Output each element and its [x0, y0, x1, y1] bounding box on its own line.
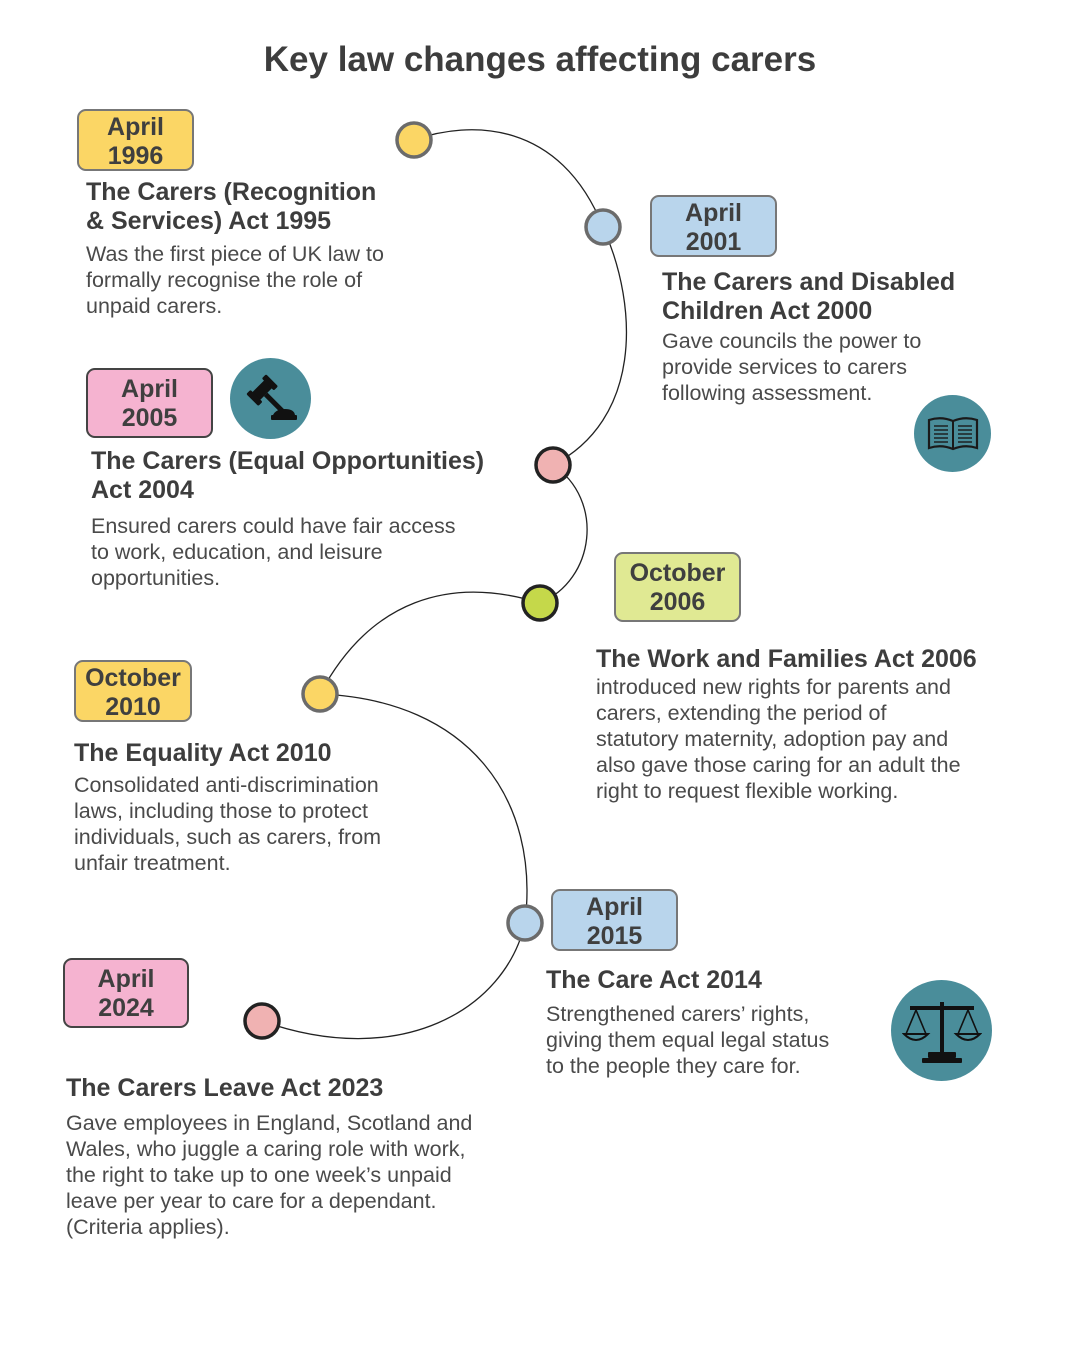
event-desc-2010 [74, 772, 381, 876]
badge-year: 2006 [649, 588, 706, 616]
desc-line: individuals, such as carers, from [74, 825, 382, 849]
heading-line: Act 2004 [91, 476, 194, 504]
desc-line: to work, education, and leisure [91, 540, 383, 564]
heading-line: & Services) Act 1995 [86, 207, 332, 235]
date-badge-2010 [74, 660, 192, 722]
timeline-dot-2005 [536, 448, 570, 482]
badge-year: 2015 [586, 922, 643, 950]
event-heading-2024 [66, 1074, 383, 1103]
event-desc-2015 [546, 1001, 829, 1079]
heading-line: The Care Act 2014 [546, 966, 762, 994]
desc-line: statutory maternity, adoption pay and [596, 727, 949, 751]
desc-line: giving them equal legal status [546, 1028, 830, 1052]
badge-month: April [107, 113, 164, 141]
badge-month: April [586, 893, 643, 921]
date-badge-2001 [650, 195, 777, 257]
event-heading-2005 [91, 447, 484, 505]
desc-line: right to request flexible working. [596, 779, 899, 803]
timeline-dot-2006 [523, 586, 557, 620]
gavel-icon [230, 358, 311, 439]
event-heading-2001 [662, 268, 955, 326]
desc-line: carers, extending the period of [596, 701, 887, 725]
badge-year: 2010 [105, 693, 161, 721]
desc-line: to the people they care for. [546, 1054, 801, 1078]
badge-month: April [97, 965, 155, 993]
desc-line: the right to take up to one week’s unpaid [66, 1163, 452, 1187]
badge-month: October [85, 664, 181, 692]
desc-line: leave per year to care for a dependant. [66, 1189, 437, 1213]
event-heading-2006 [596, 645, 977, 674]
date-badge-2005 [86, 368, 213, 438]
book-icon-graphic [926, 414, 980, 454]
desc-line: opportunities. [91, 566, 221, 590]
desc-line: unpaid carers. [86, 294, 223, 318]
heading-line: The Equality Act 2010 [74, 739, 332, 767]
heading-line: The Carers Leave Act 2023 [66, 1074, 384, 1102]
event-desc-2001 [662, 328, 921, 406]
timeline-dot-1996 [397, 123, 431, 157]
page-title: Key law changes affecting carers [263, 40, 817, 79]
desc-line: Gave councils the power to [662, 329, 922, 353]
scales-icon [891, 980, 992, 1081]
event-desc-1996 [86, 241, 384, 319]
date-badge-2015 [551, 889, 678, 951]
heading-line: The Carers (Recognition [86, 178, 377, 206]
timeline-dot-2010 [303, 677, 337, 711]
event-heading-2015 [546, 966, 762, 995]
heading-line: The Carers (Equal Opportunities) [91, 447, 485, 475]
desc-line: (Criteria applies). [66, 1215, 230, 1239]
date-badge-1996 [77, 109, 194, 171]
scales-icon-graphic [902, 996, 982, 1066]
badge-year: 2024 [98, 994, 154, 1022]
desc-line: Wales, who juggle a caring role with work, [66, 1137, 466, 1161]
desc-line: formally recognise the role of [86, 268, 363, 292]
desc-line: Consolidated anti-discrimination [74, 773, 379, 797]
heading-line: The Carers and Disabled [662, 268, 956, 296]
desc-line: introduced new rights for parents and [596, 675, 951, 699]
gavel-icon-graphic [243, 371, 299, 427]
event-desc-2006 [596, 674, 961, 804]
badge-month: October [629, 559, 726, 587]
event-heading-1996 [86, 178, 376, 236]
book-icon [914, 395, 991, 472]
heading-line: Children Act 2000 [662, 297, 873, 325]
badge-month: April [121, 375, 178, 403]
desc-line: laws, including those to protect [74, 799, 368, 823]
timeline-dot-2001 [586, 210, 620, 244]
desc-line: Gave employees in England, Scotland and [66, 1111, 473, 1135]
desc-line: Was the first piece of UK law to [86, 242, 384, 266]
desc-line: also gave those caring for an adult the [596, 753, 961, 777]
badge-year: 2001 [685, 228, 742, 256]
desc-line: provide services to carers [662, 355, 907, 379]
event-desc-2024 [66, 1110, 472, 1240]
timeline-dot-2015 [508, 906, 542, 940]
timeline-dot-2024 [245, 1004, 279, 1038]
date-badge-2006 [614, 552, 741, 622]
desc-line: unfair treatment. [74, 851, 231, 875]
event-heading-2010 [74, 739, 332, 768]
badge-month: April [685, 199, 742, 227]
desc-line: following assessment. [662, 381, 873, 405]
badge-year: 1996 [107, 142, 164, 170]
desc-line: Strengthened carers’ rights, [546, 1002, 810, 1026]
desc-line: Ensured carers could have fair access [91, 514, 456, 538]
heading-line: The Work and Families Act 2006 [596, 645, 977, 673]
date-badge-2024 [63, 958, 189, 1028]
event-desc-2005 [91, 513, 455, 591]
badge-year: 2005 [121, 404, 178, 432]
